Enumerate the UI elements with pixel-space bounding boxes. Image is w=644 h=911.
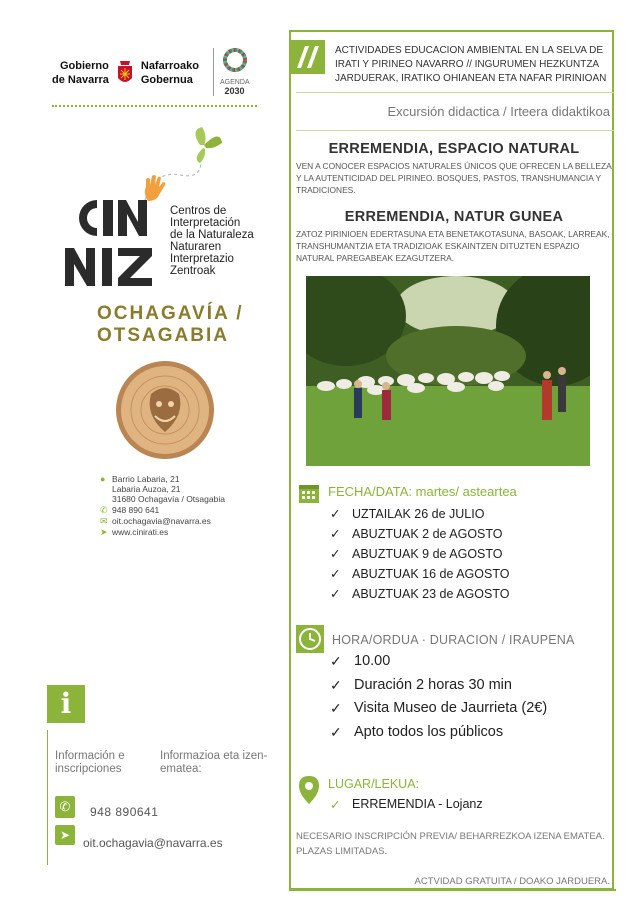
address-line: 31680 Ochagavía / Otsagabia <box>112 494 225 504</box>
date-text: ABUZTUAK 2 de AGOSTO <box>352 527 503 541</box>
cin-subtitle <box>170 205 280 277</box>
time-text: Visita Museo de Jaurrieta (2€) <box>354 700 548 716</box>
check-icon: ✓ <box>330 676 342 693</box>
info-phone[interactable]: 948 890641 <box>90 805 159 819</box>
separator <box>296 130 614 131</box>
send-icon: ➤ <box>55 825 75 845</box>
cin-sub-line: Centros de <box>170 205 227 217</box>
contact-block <box>100 474 280 538</box>
check-icon: ✓ <box>330 567 341 581</box>
time-text: 10.00 <box>354 653 391 669</box>
divider <box>52 105 257 107</box>
cursor-icon: ➤ <box>100 527 108 537</box>
gov-es-line2: de Navarra <box>52 74 109 86</box>
check-icon: ✓ <box>330 507 341 521</box>
web-row <box>100 527 280 537</box>
navarra-shield-icon <box>115 58 135 88</box>
wood-seal-icon <box>115 360 215 460</box>
time-item <box>330 721 610 745</box>
excursion-type: Excursión didactica / Irteera didaktikoa <box>387 104 610 119</box>
email-link[interactable]: oit.ochagavia@navarra.es <box>112 516 211 526</box>
panel-header: ACTIVIDADES EDUCACION AMBIENTAL EN LA SELVA DE IRATI Y PIRINEO NAVARRO // INGURUMEN HEZKUNTZA JARDUERAK, IRATIKO OHIANEAN ETA NAFAR PIRINIOAN <box>335 45 607 84</box>
title-es: ERREMENDIA, ESPACIO NATURAL <box>328 141 580 157</box>
free-activity-note: ACTVIDAD GRATUITA / DOAKO JARDUERA. <box>414 876 610 887</box>
panel-bottom-border <box>289 889 616 891</box>
place-label: LUGAR/LEKUA: <box>328 777 420 791</box>
calendar-icon <box>298 482 320 504</box>
agenda-label <box>220 79 249 95</box>
time-item <box>330 674 610 698</box>
check-icon: ✓ <box>330 587 341 601</box>
cin-sub-line: Zentroak <box>170 265 216 277</box>
gov-name-es <box>52 59 109 87</box>
ciniz-logo <box>62 190 162 290</box>
time-text: Duración 2 horas 30 min <box>354 676 512 693</box>
info-label-es: Información e inscripciones <box>55 750 125 775</box>
check-icon: ✓ <box>330 798 341 812</box>
agenda-label-1: AGENDA <box>220 79 250 86</box>
time-item <box>330 697 610 721</box>
cin-sub-line: de la Naturaleza <box>170 229 254 241</box>
info-icon: i <box>47 685 85 723</box>
date-item <box>330 524 600 544</box>
location-title: OCHAGAVÍA / OTSAGABIA <box>97 303 244 346</box>
time-item <box>330 650 610 674</box>
gov-name-eu <box>141 59 199 87</box>
date-item <box>330 544 600 564</box>
ei-logo-icon <box>291 40 325 74</box>
date-label: FECHA/DATA: martes/ asteartea <box>328 484 517 499</box>
web-link[interactable]: www.cinirati.es <box>112 527 169 537</box>
registration-note: NECESARIO INSCRIPCIÓN PREVIA/ BEHARREZKOA IZENA EMATEA. PLAZAS LIMITADAS. <box>296 831 605 857</box>
place-text: ERREMENDIA - Lojanz <box>352 797 483 811</box>
title-eu: ERREMENDIA, NATUR GUNEA <box>344 209 564 225</box>
check-icon: ✓ <box>330 700 342 716</box>
clock-icon <box>296 625 324 653</box>
date-list <box>330 504 600 604</box>
check-icon: ✓ <box>330 527 341 541</box>
forest-sheep-photo <box>306 276 590 466</box>
date-item <box>330 504 600 524</box>
gov-eu-line1: Nafarroako <box>140 60 199 72</box>
cin-sub-line: Interpretación <box>170 217 241 229</box>
location-pin-icon: ● <box>100 474 106 484</box>
email-row <box>100 516 280 526</box>
date-text: UZTAILAK 26 de JULIO <box>352 507 485 521</box>
separator <box>296 92 614 93</box>
date-item <box>330 564 600 584</box>
time-label: HORA/ORDUA · DURACION / IRAUPENA <box>332 633 575 647</box>
phone-icon: ✆ <box>55 796 75 818</box>
info-email[interactable]: oit.ochagavia@navarra.es <box>83 836 223 850</box>
gov-es-line1: Gobierno <box>59 60 109 72</box>
info-label-eu: Informazioa eta izen-ematea: <box>160 750 268 775</box>
panel-top-border <box>289 30 614 32</box>
check-icon: ✓ <box>330 723 342 740</box>
info-divider <box>47 730 48 865</box>
description-es: VEN A CONOCER ESPACIOS NATURALES ÚNICOS QUE OFRECEN LA BELLEZA Y LA AUTENTICIDAD DEL PIRINEO. BOSQUES, PASTOS, TRANSHUMANCIA Y TRADICIONES. <box>296 161 612 195</box>
agenda-label-2: 2030 <box>224 86 245 96</box>
address-row <box>100 474 280 504</box>
phone-icon: ✆ <box>100 505 108 515</box>
sdg-wheel-icon <box>223 48 247 72</box>
place-item <box>330 797 483 812</box>
phone-number: 948 890 641 <box>112 505 160 515</box>
description-eu: ZATOZ PIRINIOEN EDERTASUNA ETA BENETAKOTASUNA, BASOAK, LARREAK, TRANSHUMANTZIA ETA TRADIZIOAK ESKAINTZEN DITUZTEN ESPAZIO NATURAL PAREGABEAK EZAGUTZERA. <box>296 229 610 263</box>
location-pin-icon <box>298 775 320 805</box>
time-list <box>330 650 610 744</box>
agenda-2030-logo <box>213 48 249 96</box>
date-item <box>330 584 600 604</box>
date-text: ABUZTUAK 23 de AGOSTO <box>352 587 510 601</box>
gov-eu-line2: Gobernua <box>140 74 193 86</box>
date-text: ABUZTUAK 16 de AGOSTO <box>352 567 510 581</box>
check-icon: ✓ <box>330 653 342 669</box>
address-line: Labaria Auzoa, 21 <box>112 484 181 494</box>
address-line: Barrio Labaria, 21 <box>112 474 180 484</box>
date-text: ABUZTUAK 9 de AGOSTO <box>352 547 503 561</box>
cin-sub-line: Interpretazio <box>170 253 234 265</box>
time-text: Apto todos los públicos <box>354 723 504 740</box>
phone-row <box>100 505 280 515</box>
mail-icon: ✉ <box>100 516 108 526</box>
check-icon: ✓ <box>330 547 341 561</box>
cin-sub-line: Naturaren <box>170 241 222 253</box>
